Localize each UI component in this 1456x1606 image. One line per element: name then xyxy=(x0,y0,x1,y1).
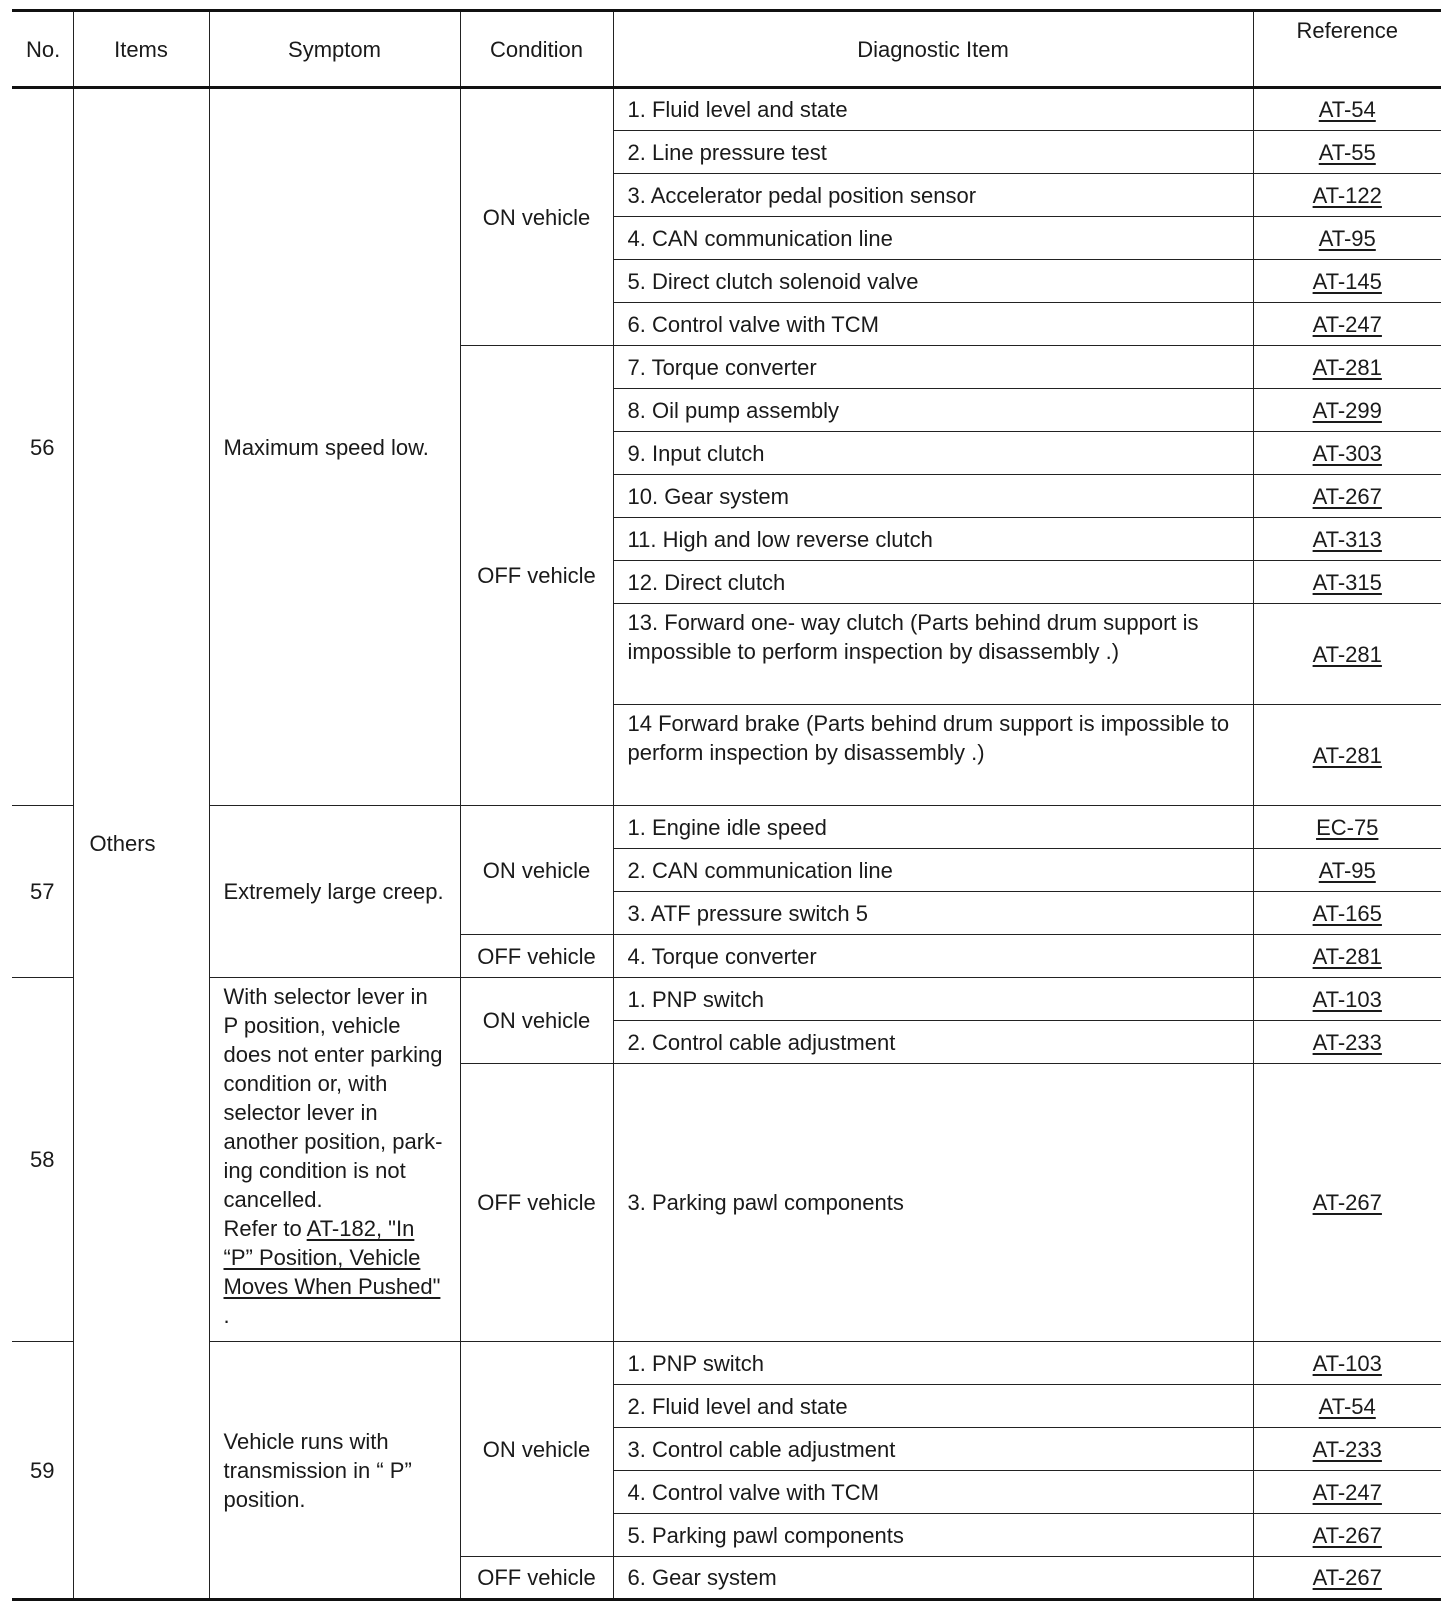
reference-cell xyxy=(1253,978,1441,1021)
diagnostic-item: 2. Line pressure test xyxy=(613,131,1253,174)
reference-link[interactable]: AT-95 xyxy=(1318,857,1376,883)
row-number: 56 xyxy=(12,88,73,806)
reference-link[interactable]: AT-233 xyxy=(1312,1029,1382,1055)
reference-link[interactable]: AT-95 xyxy=(1318,225,1376,251)
reference-link[interactable]: AT-165 xyxy=(1312,900,1382,926)
diagnostic-item: 2. CAN communication line xyxy=(613,849,1253,892)
header-reference: Reference xyxy=(1253,11,1441,88)
condition-cell: ON vehicle xyxy=(460,978,613,1064)
reference-link[interactable]: AT-281 xyxy=(1312,641,1382,667)
refer-prefix: Refer to xyxy=(223,1216,307,1241)
condition-cell: ON vehicle xyxy=(460,806,613,935)
reference-cell xyxy=(1253,88,1441,131)
row-number: 57 xyxy=(12,806,73,978)
reference-cell xyxy=(1253,1385,1441,1428)
items-cell: Others xyxy=(73,88,209,1600)
reference-cell xyxy=(1253,892,1441,935)
table-row xyxy=(12,978,1441,1021)
reference-link[interactable]: AT-281 xyxy=(1312,943,1382,969)
symptom-cell xyxy=(209,978,460,1342)
diagnostic-table xyxy=(12,9,1441,1601)
reference-link[interactable]: AT-267 xyxy=(1312,1565,1382,1590)
header-symptom: Symptom xyxy=(209,11,460,88)
symptom-cell: Vehicle runs with transmission in “ P” position. xyxy=(209,1342,460,1600)
reference-cell xyxy=(1253,303,1441,346)
reference-link[interactable]: AT-54 xyxy=(1318,1393,1376,1419)
diagnostic-item: 3. Control cable adjustment xyxy=(613,1428,1253,1471)
reference-cell xyxy=(1253,217,1441,260)
reference-link[interactable]: AT-247 xyxy=(1312,311,1382,337)
symptom-cell: Maximum speed low. xyxy=(209,88,460,806)
diagnostic-item: 13. Forward one- way clutch (Parts behind drum support is impossible to perform inspection by disassembly .) xyxy=(613,604,1253,705)
diagnostic-item: 3. Parking pawl components xyxy=(613,1064,1253,1342)
condition-cell: ON vehicle xyxy=(460,88,613,346)
diagnostic-item: 4. CAN communication line xyxy=(613,217,1253,260)
diagnostic-item: 9. Input clutch xyxy=(613,432,1253,475)
reference-cell xyxy=(1253,849,1441,892)
diagnostic-item: 1. Engine idle speed xyxy=(613,806,1253,849)
reference-link[interactable]: AT-281 xyxy=(1312,354,1382,380)
diagnostic-item: 11. High and low reverse clutch xyxy=(613,518,1253,561)
reference-link[interactable]: AT-281 xyxy=(1312,742,1382,768)
diagnostic-item: 4. Control valve with TCM xyxy=(613,1471,1253,1514)
reference-link[interactable]: AT-54 xyxy=(1318,97,1376,122)
diagnostic-item: 2. Control cable adjustment xyxy=(613,1021,1253,1064)
reference-link[interactable]: AT-315 xyxy=(1312,569,1382,595)
header-items: Items xyxy=(73,11,209,88)
reference-link[interactable]: AT-103 xyxy=(1312,986,1382,1012)
table-row xyxy=(12,1342,1441,1385)
reference-cell xyxy=(1253,260,1441,303)
condition-cell: OFF vehicle xyxy=(460,935,613,978)
reference-link[interactable]: AT-313 xyxy=(1312,526,1382,552)
reference-cell xyxy=(1253,346,1441,389)
reference-link[interactable]: AT-267 xyxy=(1312,1190,1382,1215)
row-number: 58 xyxy=(12,978,73,1342)
reference-cell xyxy=(1253,705,1441,806)
reference-cell xyxy=(1253,561,1441,604)
header-row xyxy=(12,11,1441,88)
reference-cell xyxy=(1253,389,1441,432)
header-diagnostic-item: Diagnostic Item xyxy=(613,11,1253,88)
condition-cell: ON vehicle xyxy=(460,1342,613,1557)
reference-link[interactable]: AT-233 xyxy=(1312,1436,1382,1462)
reference-cell xyxy=(1253,1021,1441,1064)
reference-cell xyxy=(1253,1342,1441,1385)
diagnostic-item: 1. Fluid level and state xyxy=(613,88,1253,131)
diagnostic-item: 7. Torque converter xyxy=(613,346,1253,389)
reference-link[interactable]: AT-303 xyxy=(1312,440,1382,466)
diagnostic-item: 4. Torque converter xyxy=(613,935,1253,978)
diagnostic-item: 2. Fluid level and state xyxy=(613,1385,1253,1428)
reference-cell xyxy=(1253,806,1441,849)
diagnostic-item: 6. Control valve with TCM xyxy=(613,303,1253,346)
reference-link[interactable]: AT-299 xyxy=(1312,397,1382,423)
reference-link[interactable]: AT-267 xyxy=(1312,483,1382,509)
reference-cell xyxy=(1253,1471,1441,1514)
reference-cell xyxy=(1253,604,1441,705)
header-no: No. xyxy=(12,11,73,88)
reference-link[interactable]: EC-75 xyxy=(1316,814,1379,840)
header-condition: Condition xyxy=(460,11,613,88)
condition-cell: OFF vehicle xyxy=(460,1557,613,1600)
reference-cell xyxy=(1253,475,1441,518)
diagnostic-item: 10. Gear system xyxy=(613,475,1253,518)
diagnostic-item: 3. ATF pressure switch 5 xyxy=(613,892,1253,935)
diagnostic-item: 8. Oil pump assembly xyxy=(613,389,1253,432)
table-row xyxy=(12,806,1441,849)
reference-link[interactable]: AT-247 xyxy=(1312,1479,1382,1505)
reference-cell xyxy=(1253,1428,1441,1471)
symptom-cell: Extremely large creep. xyxy=(209,806,460,978)
refer-suffix: . xyxy=(223,1303,230,1328)
refer-link[interactable]: AT-182, "In “P” Position, Vehicle Moves When Pushed" xyxy=(223,1216,441,1299)
reference-cell xyxy=(1253,935,1441,978)
diagnostic-item: 1. PNP switch xyxy=(613,1342,1253,1385)
symptom-text: With selector lever in P position, vehicle does not enter parking condition or, with selector lever in another position, park-ing condition is not cancelled. xyxy=(223,984,443,1212)
reference-cell xyxy=(1253,131,1441,174)
diagnostic-item: 3. Accelerator pedal position sensor xyxy=(613,174,1253,217)
reference-cell xyxy=(1253,432,1441,475)
diagnostic-item: 14 Forward brake (Parts behind drum support is impossible to perform inspection by disassembly .) xyxy=(613,705,1253,806)
condition-cell: OFF vehicle xyxy=(460,1064,613,1342)
reference-cell xyxy=(1253,1514,1441,1557)
condition-cell: OFF vehicle xyxy=(460,346,613,806)
diagnostic-item: 5. Direct clutch solenoid valve xyxy=(613,260,1253,303)
diagnostic-item: 6. Gear system xyxy=(613,1557,1253,1600)
diagnostic-item: 5. Parking pawl components xyxy=(613,1514,1253,1557)
reference-link[interactable]: AT-145 xyxy=(1312,268,1382,294)
reference-link[interactable]: AT-122 xyxy=(1312,182,1382,208)
reference-cell xyxy=(1253,518,1441,561)
row-number: 59 xyxy=(12,1342,73,1600)
reference-cell xyxy=(1253,1557,1441,1600)
reference-link[interactable]: AT-103 xyxy=(1312,1350,1382,1376)
diagnostic-table-container xyxy=(12,9,1441,1601)
table-row xyxy=(12,88,1441,131)
reference-link[interactable]: AT-55 xyxy=(1318,139,1376,165)
reference-link[interactable]: AT-267 xyxy=(1312,1522,1382,1548)
diagnostic-item: 12. Direct clutch xyxy=(613,561,1253,604)
reference-cell xyxy=(1253,174,1441,217)
reference-cell xyxy=(1253,1064,1441,1342)
diagnostic-item: 1. PNP switch xyxy=(613,978,1253,1021)
